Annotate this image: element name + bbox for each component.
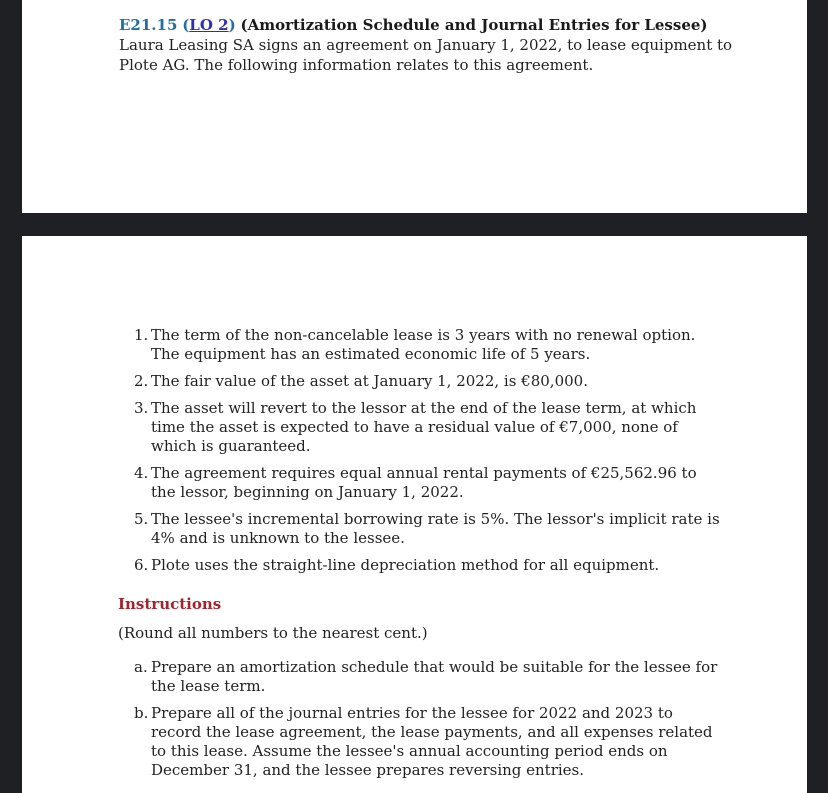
document-page-top (22, 0, 807, 213)
task-item (122, 704, 722, 780)
task-letter: a. (134, 658, 148, 676)
task-letter: b. (134, 704, 149, 722)
fact-text: The agreement requires equal annual rental payments of €25,562.96 to the lessor, beginning on January 1, 2022. (151, 464, 697, 501)
document-page-bottom (22, 236, 807, 793)
instructions-note: (Round all numbers to the nearest cent.) (118, 624, 428, 642)
task-text: Prepare an amortization schedule that would be suitable for the lessee for the lease term. (151, 658, 718, 695)
fact-item (122, 326, 722, 364)
fact-item (122, 399, 722, 456)
fact-number: 5. (134, 510, 149, 528)
fact-number: 3. (134, 399, 149, 417)
intro-line-2: Plote AG. The following information relates to this agreement. (119, 56, 594, 74)
fact-text: The lessee's incremental borrowing rate is 5%. The lessor's implicit rate is 4% and is unknown to the lessee. (151, 510, 720, 547)
fact-item (122, 464, 722, 502)
learning-objective-link[interactable] (182, 16, 236, 34)
instructions-heading: Instructions (118, 595, 222, 613)
fact-number: 6. (134, 556, 149, 574)
tasks-list (122, 658, 722, 788)
fact-item (122, 372, 722, 391)
lo-label[interactable]: LO 2 (189, 16, 229, 34)
exercise-title: (Amortization Schedule and Journal Entries for Lessee) (240, 16, 708, 34)
facts-list (122, 326, 722, 583)
fact-text: The fair value of the asset at January 1, 2022, is €80,000. (151, 372, 588, 390)
fact-number: 4. (134, 464, 149, 482)
intro-line-1: Laura Leasing SA signs an agreement on January 1, 2022, to lease equipment to (119, 36, 733, 54)
fact-text: The term of the non-cancelable lease is 3 years with no renewal option. The equipment has an estimated economic life of 5 years. (151, 326, 696, 363)
exercise-number: E21.15 (119, 16, 178, 34)
exercise-title-line (119, 15, 759, 35)
fact-item (122, 510, 722, 548)
exercise-header (119, 15, 759, 75)
fact-item (122, 556, 722, 575)
task-item (122, 658, 722, 696)
fact-number: 2. (134, 372, 149, 390)
lo-close-paren: ) (228, 16, 236, 34)
fact-text: Plote uses the straight-line depreciation method for all equipment. (151, 556, 660, 574)
lo-open-paren: ( (182, 16, 190, 34)
task-text: Prepare all of the journal entries for the lessee for 2022 and 2023 to record the lease agreement, the lease payments, and all expenses related to this lease. Assume the lessee's annual accounting period ends on December 31, and the lessee prepares reversing entries. (151, 704, 713, 779)
fact-number: 1. (134, 326, 149, 344)
fact-text: The asset will revert to the lessor at the end of the lease term, at which time the asset is expected to have a residual value of €7,000, none of which is guaranteed. (151, 399, 697, 455)
